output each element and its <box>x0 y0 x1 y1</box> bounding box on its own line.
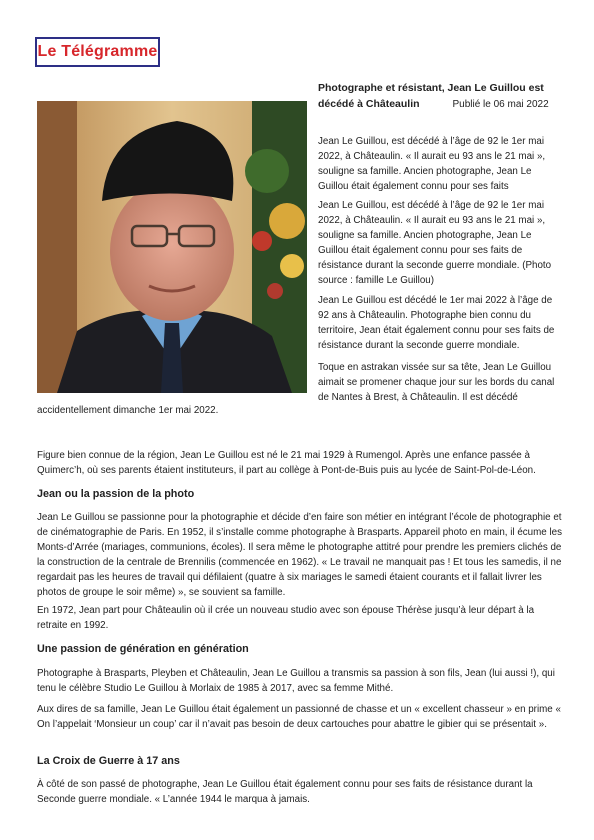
body-paragraph-resistance <box>37 777 562 807</box>
portrait-photo <box>37 101 307 393</box>
headline-block <box>318 80 553 113</box>
body-paragraph-hunting <box>37 702 562 732</box>
subheading-croix-de-guerre: La Croix de Guerre à 17 ans <box>37 755 180 767</box>
paragraph-text: Jean Le Guillou, est décédé à l’âge de 92 le 1er mai 2022, à Châteaulin. « Il aurait eu 93 ans le 21 mai », souligne sa famille. Ancien photographe, Jean Le Guillou était également connu pour ses faits de résistance durant la seconde guerre mondiale. (Photo source : famille Le Guillou) <box>318 200 552 286</box>
subheading-photo-passion: Jean ou la passion de la photo <box>37 488 195 500</box>
paragraph-text: En 1972, Jean part pour Châteaulin où il crée un nouveau studio avec son épouse Thérèse jusqu’à leur départ à la retraite en 1992. <box>37 605 535 631</box>
paragraph-text: Figure bien connue de la région, Jean Le Guillou est né le 21 mai 1929 à Rumengol. Après une enfance passée à Quimerc’h, où ses parents étaient instituteurs, il part au collège à Pont-de-Buis puis au lycée de Saint-Pol-de-Léon. <box>37 450 536 476</box>
article-headline: Photographe et résistant, Jean Le Guillou est décédé à Châteaulin <box>318 82 544 110</box>
body-paragraph-retirement <box>37 603 562 633</box>
paragraph-text: accidentellement dimanche 1er mai 2022. <box>37 405 219 416</box>
paragraph-text: Jean Le Guillou se passionne pour la photographie et décide d’en faire son métier en intégrant l’école de photographie et de cinématographie de Paris. En 1952, il s’installe comme photographe à Brasparts. Appareil photo en main, il écume les Monts-d’Arrée (mariages, communions, écoles). Il sera même le photographe attitré pour prendre les premiers clichés de la construction de la centrale de Brennilis (commencée en 1962). « Le travail ne manquait pas ! Et tous les samedis, il ne regardait pas les heures de travail qui défilaient (quatre à six mariages le samedi étaient courants et il fallait livrer les photos de groupe le soir même) », se souvient sa famille. <box>37 512 562 598</box>
paragraph-text: Toque en astrakan vissée sur sa tête, Jean Le Guillou aimait se promener chaque jour sur les bords du canal de Nantes à Brest, à Châteaulin. Il est décédé <box>318 362 555 403</box>
body-paragraph-career <box>37 510 562 600</box>
logo-text: Le Télégramme <box>37 43 158 60</box>
intro-paragraph-2 <box>318 198 558 288</box>
publish-date: Publié le 06 mai 2022 <box>452 99 549 110</box>
intro-paragraph-1 <box>318 134 558 194</box>
newspaper-logo <box>35 37 160 67</box>
paragraph-text: Aux dires de sa famille, Jean Le Guillou était également un passionné de chasse et un « excellent chasseur » en prime « On l’appelait ‘Monsieur un coup’ car il n’avait pas besoin de deux cartouches pour abattre le gibier qui se présentait ». <box>37 704 561 730</box>
intro-paragraph-4-end <box>37 403 562 418</box>
paragraph-text: Photographe à Brasparts, Pleyben et Châteaulin, Jean Le Guillou a transmis sa passion à son fils, Jean (lui aussi !), qui tenu le célèbre Studio Le Guillou à Morlaix de 1985 à 2017, avec sa femme Mithé. <box>37 668 555 694</box>
body-paragraph-son <box>37 666 562 696</box>
paragraph-text: Jean Le Guillou est décédé le 1er mai 2022 à l’âge de 92 ans à Châteaulin. Photographe bien connu du territoire, Jean était également connu pour ses faits de résistance durant la seconde guerre mondiale. <box>318 295 555 351</box>
paragraph-text: À côté de son passé de photographe, Jean Le Guillou était également connu pour ses faits de résistance durant la Seconde guerre mondiale. « L’année 1944 le marqua à jamais. <box>37 779 533 805</box>
subheading-generations: Une passion de génération en génération <box>37 643 249 655</box>
intro-paragraph-3 <box>318 293 558 353</box>
intro-paragraph-4 <box>318 360 558 405</box>
paragraph-text: Jean Le Guillou, est décédé à l’âge de 92 le 1er mai 2022, à Châteaulin. « Il aurait eu 93 ans le 21 mai », souligne sa famille. Ancien photographe, Jean Le Guillou était également connu pour ses faits <box>318 136 546 192</box>
body-paragraph-birth <box>37 448 562 478</box>
